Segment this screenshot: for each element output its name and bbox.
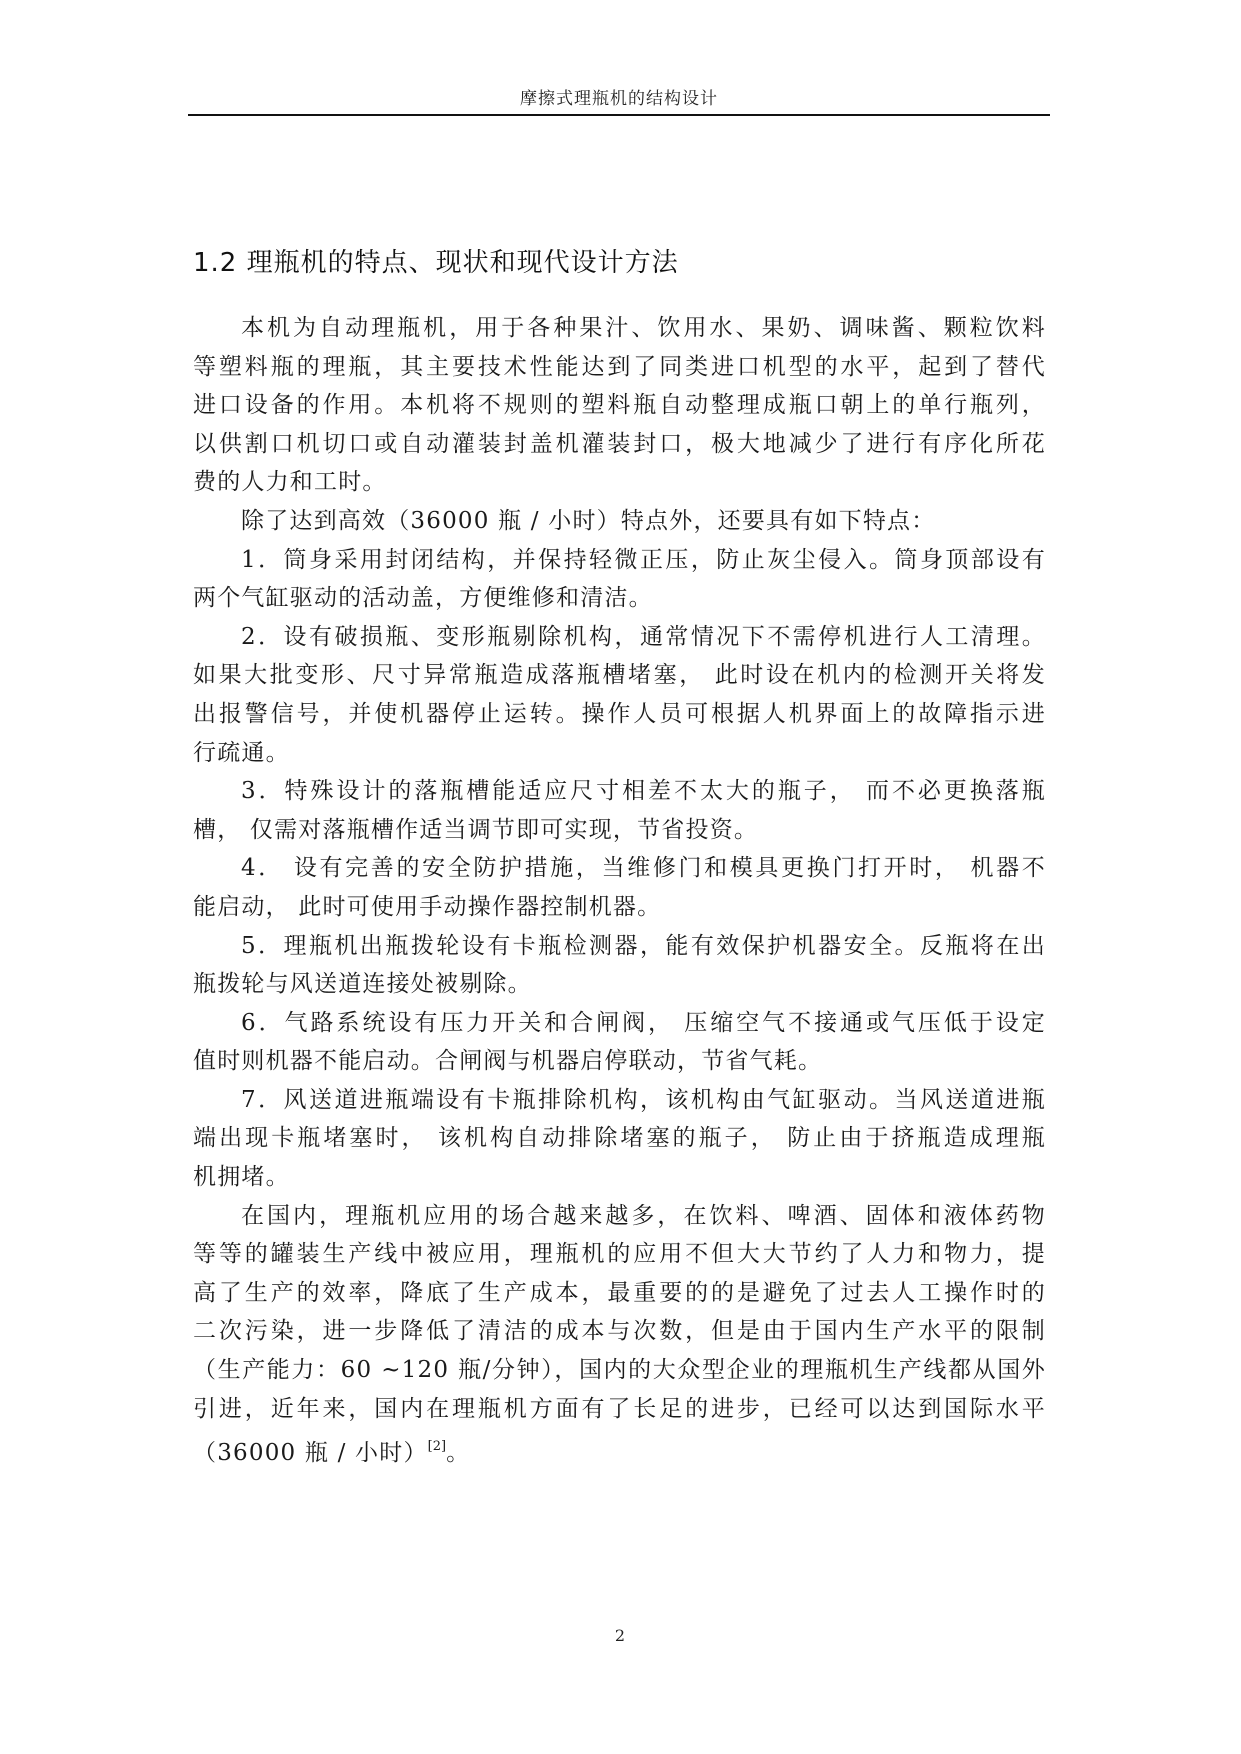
body-line: 6．气路系统设有压力开关和合闸阀， 压缩空气不接通或气压低于设定 bbox=[241, 1009, 1046, 1036]
body-line: 二次污染，进一步降低了清洁的成本与次数，但是由于国内生产水平的限制 bbox=[193, 1318, 1046, 1345]
body-line: （生产能力：60 ~120 瓶/分钟），国内的大众型企业的理瓶机生产线都从国外 bbox=[193, 1357, 1046, 1384]
body-line: 进口设备的作用。本机将不规则的塑料瓶自动整理成瓶口朝上的单行瓶列， bbox=[193, 392, 1046, 419]
body-line: 除了达到高效（36000 瓶 / 小时）特点外，还要具有如下特点： bbox=[241, 507, 936, 534]
body-line: 出报警信号，并使机器停止运转。操作人员可根据人机界面上的故障指示进 bbox=[193, 700, 1046, 727]
body-line: 5．理瓶机出瓶拨轮设有卡瓶检测器，能有效保护机器安全。反瓶将在出 bbox=[241, 932, 1046, 959]
body-line: 等等的罐装生产线中被应用，理瓶机的应用不但大大节约了人力和物力，提 bbox=[193, 1241, 1046, 1268]
body-line: 以供割口机切口或自动灌装封盖机灌装封口，极大地减少了进行有序化所花 bbox=[193, 430, 1046, 457]
body-line: 端出现卡瓶堵塞时， 该机构自动排除堵塞的瓶子， 防止由于挤瓶造成理瓶 bbox=[193, 1125, 1046, 1152]
running-header: 摩擦式理瓶机的结构设计 bbox=[520, 89, 718, 109]
body-line: 4． 设有完善的安全防护措施，当维修门和模具更换门打开时， 机器不 bbox=[241, 855, 1046, 882]
last-line-tail: 。 bbox=[446, 1440, 471, 1467]
body-line: 机拥堵。 bbox=[193, 1164, 290, 1191]
body-line: 1．筒身采用封闭结构，并保持轻微正压，防止灰尘侵入。筒身顶部设有 bbox=[241, 546, 1046, 573]
body-line: 值时则机器不能启动。合闸阀与机器启停联动，节省气耗。 bbox=[193, 1048, 823, 1075]
body-line: 2．设有破损瓶、变形瓶剔除机构，通常情况下不需停机进行人工清理。 bbox=[241, 623, 1046, 650]
citation-ref[interactable]: [2] bbox=[427, 1439, 447, 1455]
body-line: 引进，近年来，国内在理瓶机方面有了长足的进步，已经可以达到国际水平 bbox=[193, 1395, 1046, 1422]
body-line: 高了生产的效率，降底了生产成本，最重要的的是避免了过去人工操作时的 bbox=[193, 1279, 1046, 1306]
body-line: 瓶拨轮与风送道连接处被剔除。 bbox=[193, 971, 532, 998]
body-line: 7．风送道进瓶端设有卡瓶排除机构，该机构由气缸驱动。当风送道进瓶 bbox=[241, 1086, 1046, 1113]
body-line: 槽， 仅需对落瓶槽作适当调节即可实现，节省投资。 bbox=[193, 816, 759, 843]
body-line: 在国内，理瓶机应用的场合越来越多，在饮料、啤酒、固体和液体药物 bbox=[241, 1202, 1046, 1229]
last-line-text: （36000 瓶 / 小时） bbox=[193, 1440, 428, 1467]
page-number: 2 bbox=[614, 1626, 626, 1645]
body-line: 3．特殊设计的落瓶槽能适应尺寸相差不太大的瓶子， 而不必更换落瓶 bbox=[241, 778, 1046, 805]
section-heading: 1.2 理瓶机的特点、现状和现代设计方法 bbox=[193, 248, 679, 278]
body-line: 本机为自动理瓶机，用于各种果汁、饮用水、果奶、调味酱、颗粒饮料 bbox=[241, 315, 1046, 341]
body-line: 能启动， 此时可使用手动操作器控制机器。 bbox=[193, 893, 662, 920]
body-line: 行疏通。 bbox=[193, 739, 290, 766]
body-line: 如果大批变形、尺寸异常瓶造成落瓶槽堵塞， 此时设在机内的检测开关将发 bbox=[193, 662, 1046, 689]
body-line: 两个气缸驱动的活动盖，方便维修和清洁。 bbox=[193, 585, 653, 612]
body-line: 费的人力和工时。 bbox=[193, 469, 387, 496]
body-lines bbox=[193, 309, 1046, 1428]
header-rule bbox=[188, 114, 1050, 116]
body-text bbox=[193, 309, 1046, 1467]
body-last-line bbox=[193, 1428, 1046, 1467]
body-line: 等塑料瓶的理瓶，其主要技术性能达到了同类进口机型的水平，起到了替代 bbox=[193, 353, 1046, 380]
